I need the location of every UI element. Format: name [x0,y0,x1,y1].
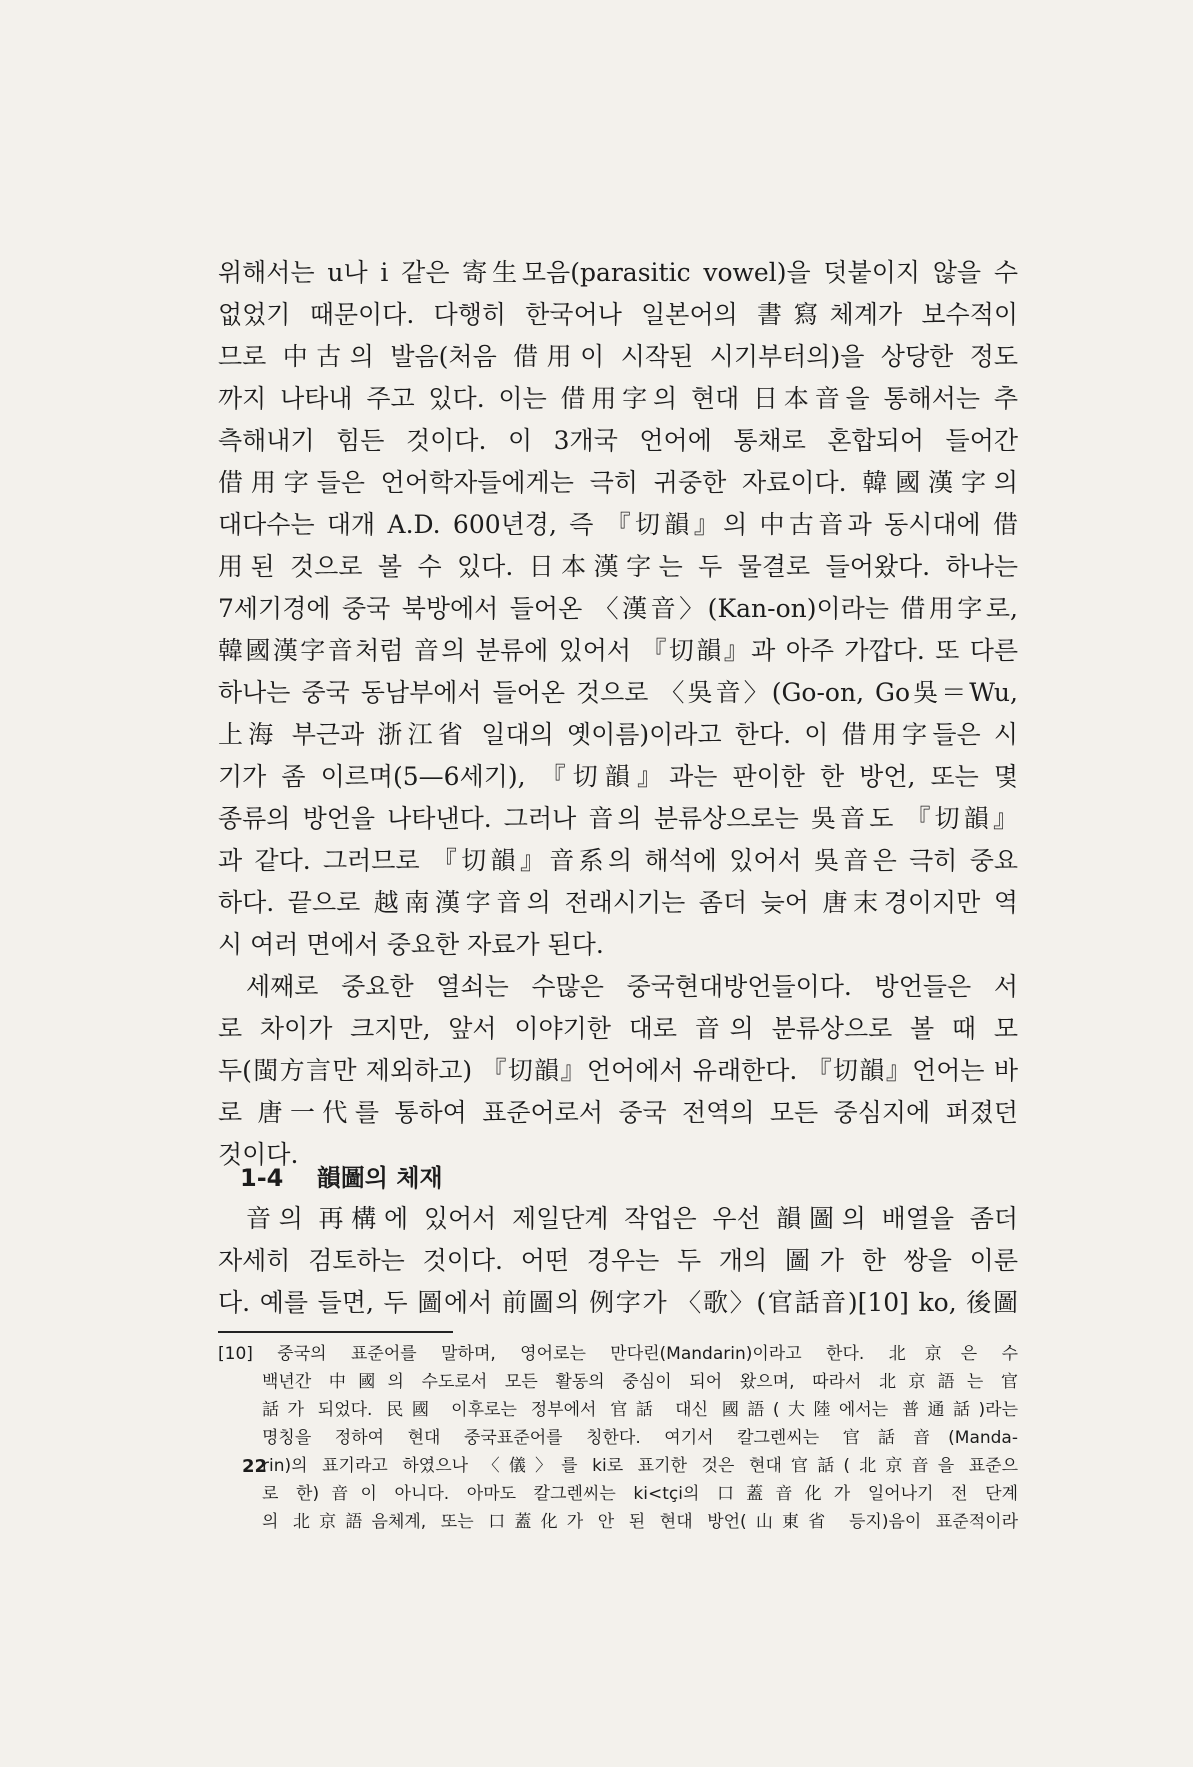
footnote-line: 로 한)音이 아니다. 아마도 칼그렌씨는 ki<tçi의 口蓋音化가 일어나기 전 단계 [262,1484,1018,1504]
text-line: 대다수는 대개 A.D. 600년경, 즉 『切韻』의 中古音과 동시대에 借 [218,510,1018,539]
text-line: 다. 예를 들면, 두 圖에서 前圖의 例字가 〈歌〉(官話音)[10] ko, 後圖 [218,1288,1018,1317]
text-line: 上海 부근과 浙江省 일대의 옛이름)이라고 한다. 이 借用字들은 시 [218,720,1018,749]
page-number: 22 [242,1456,268,1477]
text-line: 韓國漢字音처럼 音의 분류에 있어서 『切韻』과 아주 가깝다. 또 다른 [218,636,1018,665]
section-text [218,1198,1018,1324]
text-line: 자세히 검토하는 것이다. 어떤 경우는 두 개의 圖가 한 쌍을 이룬 [218,1246,1018,1275]
text-line: 없었기 때문이다. 다행히 한국어나 일본어의 書寫체계가 보수적이 [218,300,1018,329]
text-line: 과 같다. 그러므로 『切韻』音系의 해석에 있어서 吳音은 극히 중요 [218,846,1018,875]
footnote-line: [10] 중국의 표준어를 말하며, 영어로는 만다린(Mandarin)이라고 한다. 北京은 수 [218,1344,1018,1364]
text-line: 로 차이가 크지만, 앞서 이야기한 대로 音의 분류상으로 볼 때 모 [218,1014,1018,1043]
footnote-line: 의 北京語음체계, 또는 口蓋化가 안 된 현대 방언(山東省 등지)음이 표준적이라 [262,1512,1018,1532]
footnote-line: 話가 되었다. 民國 이후로는 정부에서 官話 대신 國語(大陸에서는 普通話)라는 [262,1400,1018,1420]
text-line: 用된 것으로 볼 수 있다. 日本漢字는 두 물결로 들어왔다. 하나는 [218,552,1018,581]
text-line: 借用字들은 언어학자들에게는 극히 귀중한 자료이다. 韓國漢字의 [218,468,1018,497]
footnote [218,1340,1018,1536]
text-line: 위해서는 u나 i 같은 寄生모음(parasitic vowel)을 덧붙이지 않을 수 [218,258,1018,287]
text-line: 까지 나타내 주고 있다. 이는 借用字의 현대 日本音을 통해서는 추 [218,384,1018,413]
text-line: 7세기경에 중국 북방에서 들어온 〈漢音〉(Kan-on)이라는 借用字로, [218,594,1018,623]
section-title: 韻圖의 체재 [316,1164,443,1192]
section-heading [240,1162,443,1194]
section-number: 1-4 [240,1164,284,1192]
text-line: 측해내기 힘든 것이다. 이 3개국 언어에 통채로 혼합되어 들어간 [218,426,1018,455]
text-line: 종류의 방언을 나타낸다. 그러나 音의 분류상으로는 吳音도 『切韻』 [218,804,1018,833]
text-line: 로 唐一代를 통하여 표준어로서 중국 전역의 모든 중심지에 퍼졌던 [218,1098,1018,1127]
footnote-line: 백년간 中國의 수도로서 모든 활동의 중심이 되어 왔으며, 따라서 北京語는 官 [262,1372,1018,1392]
footnote-line: 명칭을 정하여 현대 중국표준어를 칭한다. 여기서 칼그렌씨는 官話音(Manda- [262,1428,1018,1448]
body-text [218,252,1018,1176]
footnote-line: rin)의 표기라고 하였으나 〈儀〉를 ki로 표기한 것은 현대官話(北京音을 표준으 [262,1456,1018,1476]
text-line: 므로 中古의 발음(처음 借用이 시작된 시기부터의)을 상당한 정도 [218,342,1018,371]
text-line: 것이다. [218,1140,299,1169]
footnote-rule [218,1331,453,1333]
text-line: 기가 좀 이르며(5—6세기), 『切韻』과는 판이한 한 방언, 또는 몇 [218,762,1018,791]
text-line: 세째로 중요한 열쇠는 수많은 중국현대방언들이다. 방언들은 서 [246,972,1018,1001]
text-line: 시 여러 면에서 중요한 자료가 된다. [218,930,604,959]
text-line: 두(閩方言만 제외하고) 『切韻』언어에서 유래한다. 『切韻』언어는 바 [218,1056,1018,1085]
text-line: 音의 再構에 있어서 제일단계 작업은 우선 韻圖의 배열을 좀더 [246,1204,1018,1233]
text-line: 하다. 끝으로 越南漢字音의 전래시기는 좀더 늦어 唐末경이지만 역 [218,888,1018,917]
text-line: 하나는 중국 동남부에서 들어온 것으로 〈吳音〉(Go-on, Go吳＝Wu, [218,678,1018,707]
